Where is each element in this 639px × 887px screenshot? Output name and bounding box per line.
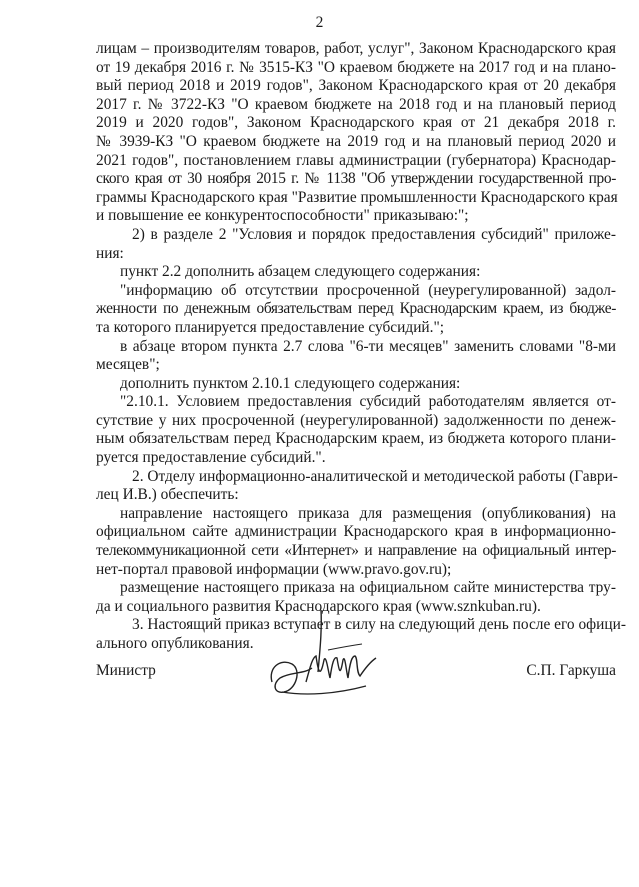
- text-line: направление настоящего приказа для размещения (опубликования) на: [120, 504, 616, 522]
- handwritten-signature: [266, 610, 386, 710]
- text-line: да и социального развития Краснодарского края (www.sznkuban.ru).: [96, 597, 541, 615]
- text-line: граммы Краснодарского края "Развитие промышленности Краснодарского края: [96, 188, 618, 206]
- text-line: сутствие у них просроченной (неурегулированной) задолженности по денеж-: [96, 411, 616, 429]
- text-line: вый период 2018 и 2019 годов", Законом Краснодарского края от 20 декабря: [96, 77, 616, 95]
- text-line: 2017 г. № 3722-КЗ "О краевом бюджете на 2018 год и на плановый период: [96, 95, 616, 113]
- text-line: 2) в разделе 2 "Условия и порядок предоставления субсидий" приложе-: [132, 225, 616, 243]
- text-line: лицам – производителям товаров, работ, услуг", Законом Краснодарского края: [96, 40, 616, 57]
- text-line: "2.10.1. Условием предоставления субсидий работодателям является от-: [120, 393, 616, 411]
- text-line: 2. Отделу информационно-аналитической и методической работы (Гаври-: [132, 467, 618, 485]
- text-line: руется предоставление субсидий.".: [96, 449, 326, 467]
- text-line: ского края от 30 ноября 2015 г. № 1138 "Об утверждении государственной про-: [96, 170, 616, 188]
- text-line: "информацию об отсутствии просроченной (неурегулированной) задол-: [120, 281, 616, 299]
- signer-name: С.П. Гаркуша: [526, 662, 616, 679]
- text-line: официальном сайте администрации Краснодарского края в информационно-: [96, 523, 616, 541]
- text-line: ным обязательствам перед Краснодарским краем, из бюджета которого плани-: [96, 430, 616, 448]
- text-line: 3. Настоящий приказ вступает в силу на следующий день после его офици-: [132, 616, 626, 634]
- text-line: в абзаце втором пункта 2.7 слова "6-ти месяцев" заменить словами "8-ми: [120, 337, 616, 355]
- text-line: размещение настоящего приказа на официальном сайте министерства тру-: [120, 579, 616, 597]
- text-line: и повышение ее конкурентоспособности" приказываю:";: [96, 207, 469, 225]
- text-line: № 3939-КЗ "О краевом бюджете на 2019 год и на плановый период 2020 и: [96, 132, 616, 150]
- page-number: 2: [315, 14, 324, 31]
- document-body: [96, 40, 626, 654]
- signer-position: Министр: [96, 662, 156, 679]
- text-line: пункт 2.2 дополнить абзацем следующего содержания:: [120, 263, 481, 281]
- text-line: та которого планируется предоставление субсидий.";: [96, 318, 445, 336]
- text-line: лец И.В.) обеспечить:: [96, 486, 239, 504]
- text-line: от 19 декабря 2016 г. № 3515-КЗ "О краевом бюджете на 2017 год и на плано-: [96, 58, 616, 76]
- text-line: ния:: [96, 244, 124, 262]
- text-line: дополнить пунктом 2.10.1 следующего содержания:: [120, 374, 461, 392]
- text-line: женности по денежным обязательствам перед Краснодарским краем, из бюдже-: [96, 300, 616, 318]
- text-line: телекоммуникационной сети «Интернет» и направление на официальный интер-: [96, 542, 616, 560]
- signature-block: [96, 640, 616, 720]
- text-line: 2021 годов", постановлением главы администрации (губернатора) Краснодар-: [96, 151, 616, 169]
- text-line: ального опубликования.: [96, 635, 254, 652]
- text-line: месяцев";: [96, 356, 160, 374]
- text-line: нет-портал правовой информации (www.pravo.gov.ru);: [96, 560, 452, 578]
- text-line: 2019 и 2020 годов", Законом Краснодарского края от 21 декабря 2018 г.: [96, 114, 616, 132]
